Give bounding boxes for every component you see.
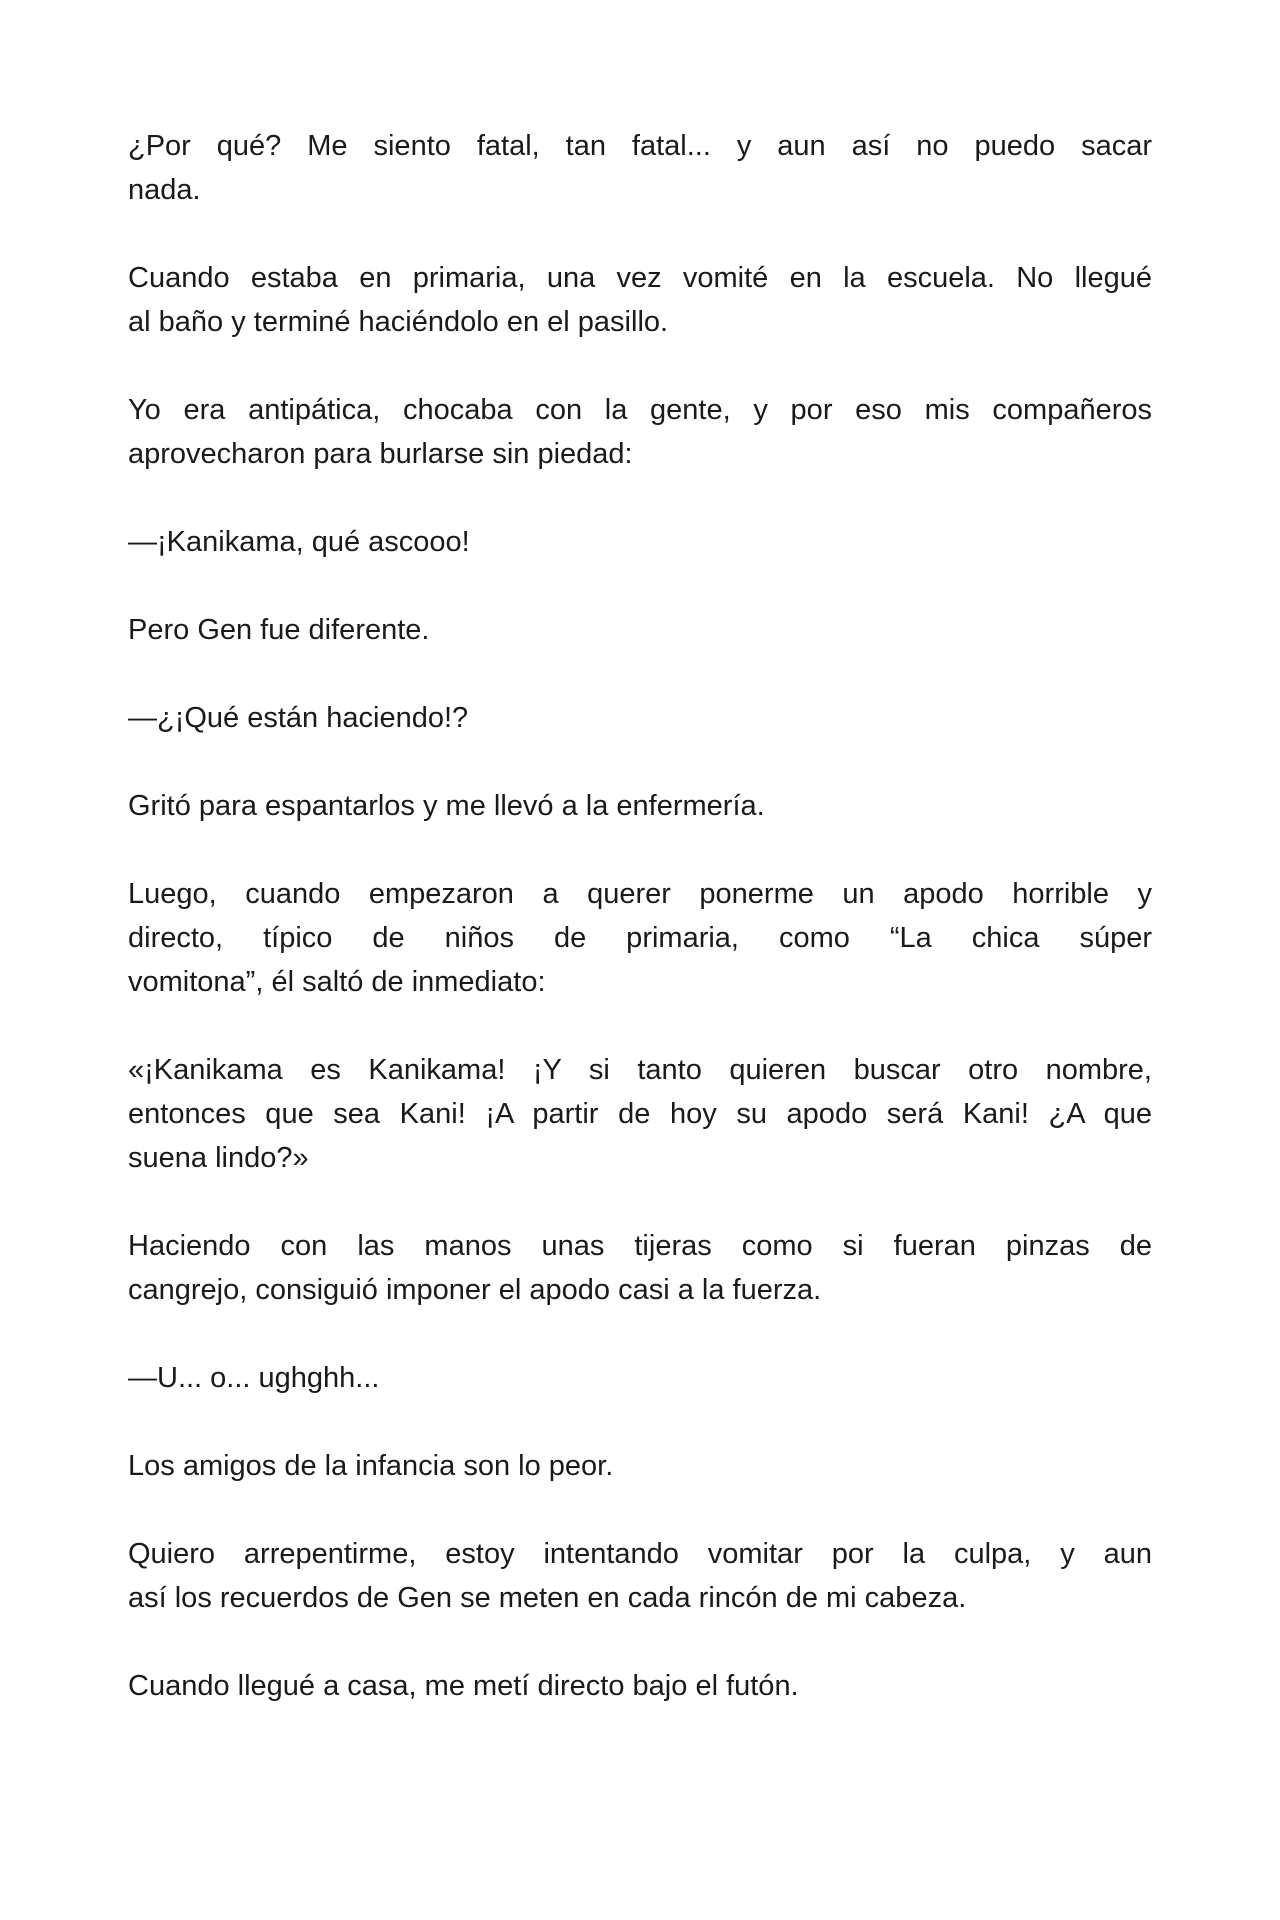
dialogue-paragraph: [128, 696, 1152, 740]
text-line: suena lindo?»: [128, 1142, 309, 1174]
text-line: directo, típico de niños de primaria, como “La chica súper: [128, 922, 1152, 954]
paragraph: [128, 388, 1152, 476]
paragraph: [128, 256, 1152, 344]
text-line: así los recuerdos de Gen se meten en cada rincón de mi cabeza.: [128, 1582, 967, 1614]
text-line: Quiero arrepentirme, estoy intentando vomitar por la culpa, y aun: [128, 1538, 1152, 1570]
paragraph: [128, 1224, 1152, 1312]
text-line: aprovecharon para burlarse sin piedad:: [128, 438, 633, 470]
text-line: Yo era antipática, chocaba con la gente, y por eso mis compañeros: [128, 394, 1152, 426]
dialogue-paragraph: [128, 1356, 1152, 1400]
paragraph: [128, 1532, 1152, 1620]
text-line: vomitona”, él saltó de inmediato:: [128, 966, 546, 998]
text-line: —U... o... ughghh...: [128, 1362, 380, 1394]
paragraph: [128, 608, 1152, 652]
text-line: «¡Kanikama es Kanikama! ¡Y si tanto quieren buscar otro nombre,: [128, 1054, 1152, 1086]
text-line: Luego, cuando empezaron a querer ponerme un apodo horrible y: [128, 878, 1152, 910]
text-line: entonces que sea Kani! ¡A partir de hoy su apodo será Kani! ¿A que: [128, 1098, 1152, 1130]
text-line: —¿¡Qué están haciendo!?: [128, 702, 469, 734]
text-line: Cuando llegué a casa, me metí directo bajo el futón.: [128, 1670, 799, 1702]
text-line: ¿Por qué? Me siento fatal, tan fatal... y aun así no puedo sacar: [128, 130, 1152, 162]
text-line: Los amigos de la infancia son lo peor.: [128, 1450, 614, 1482]
text-line: Cuando estaba en primaria, una vez vomité en la escuela. No llegué: [128, 262, 1152, 294]
text-line: —¡Kanikama, qué ascooo!: [128, 526, 470, 558]
quote-paragraph: [128, 1048, 1152, 1180]
dialogue-paragraph: [128, 520, 1152, 564]
text-line: Pero Gen fue diferente.: [128, 614, 430, 646]
document-page: [128, 124, 1152, 1752]
text-line: cangrejo, consiguió imponer el apodo casi a la fuerza.: [128, 1274, 822, 1306]
paragraph: [128, 1664, 1152, 1708]
paragraph: [128, 872, 1152, 1004]
text-line: Gritó para espantarlos y me llevó a la enfermería.: [128, 790, 765, 822]
paragraph: [128, 784, 1152, 828]
text-line: nada.: [128, 174, 201, 206]
text-line: Haciendo con las manos unas tijeras como si fueran pinzas de: [128, 1230, 1152, 1262]
text-line: al baño y terminé haciéndolo en el pasillo.: [128, 306, 669, 338]
paragraph: [128, 1444, 1152, 1488]
paragraph: [128, 124, 1152, 212]
